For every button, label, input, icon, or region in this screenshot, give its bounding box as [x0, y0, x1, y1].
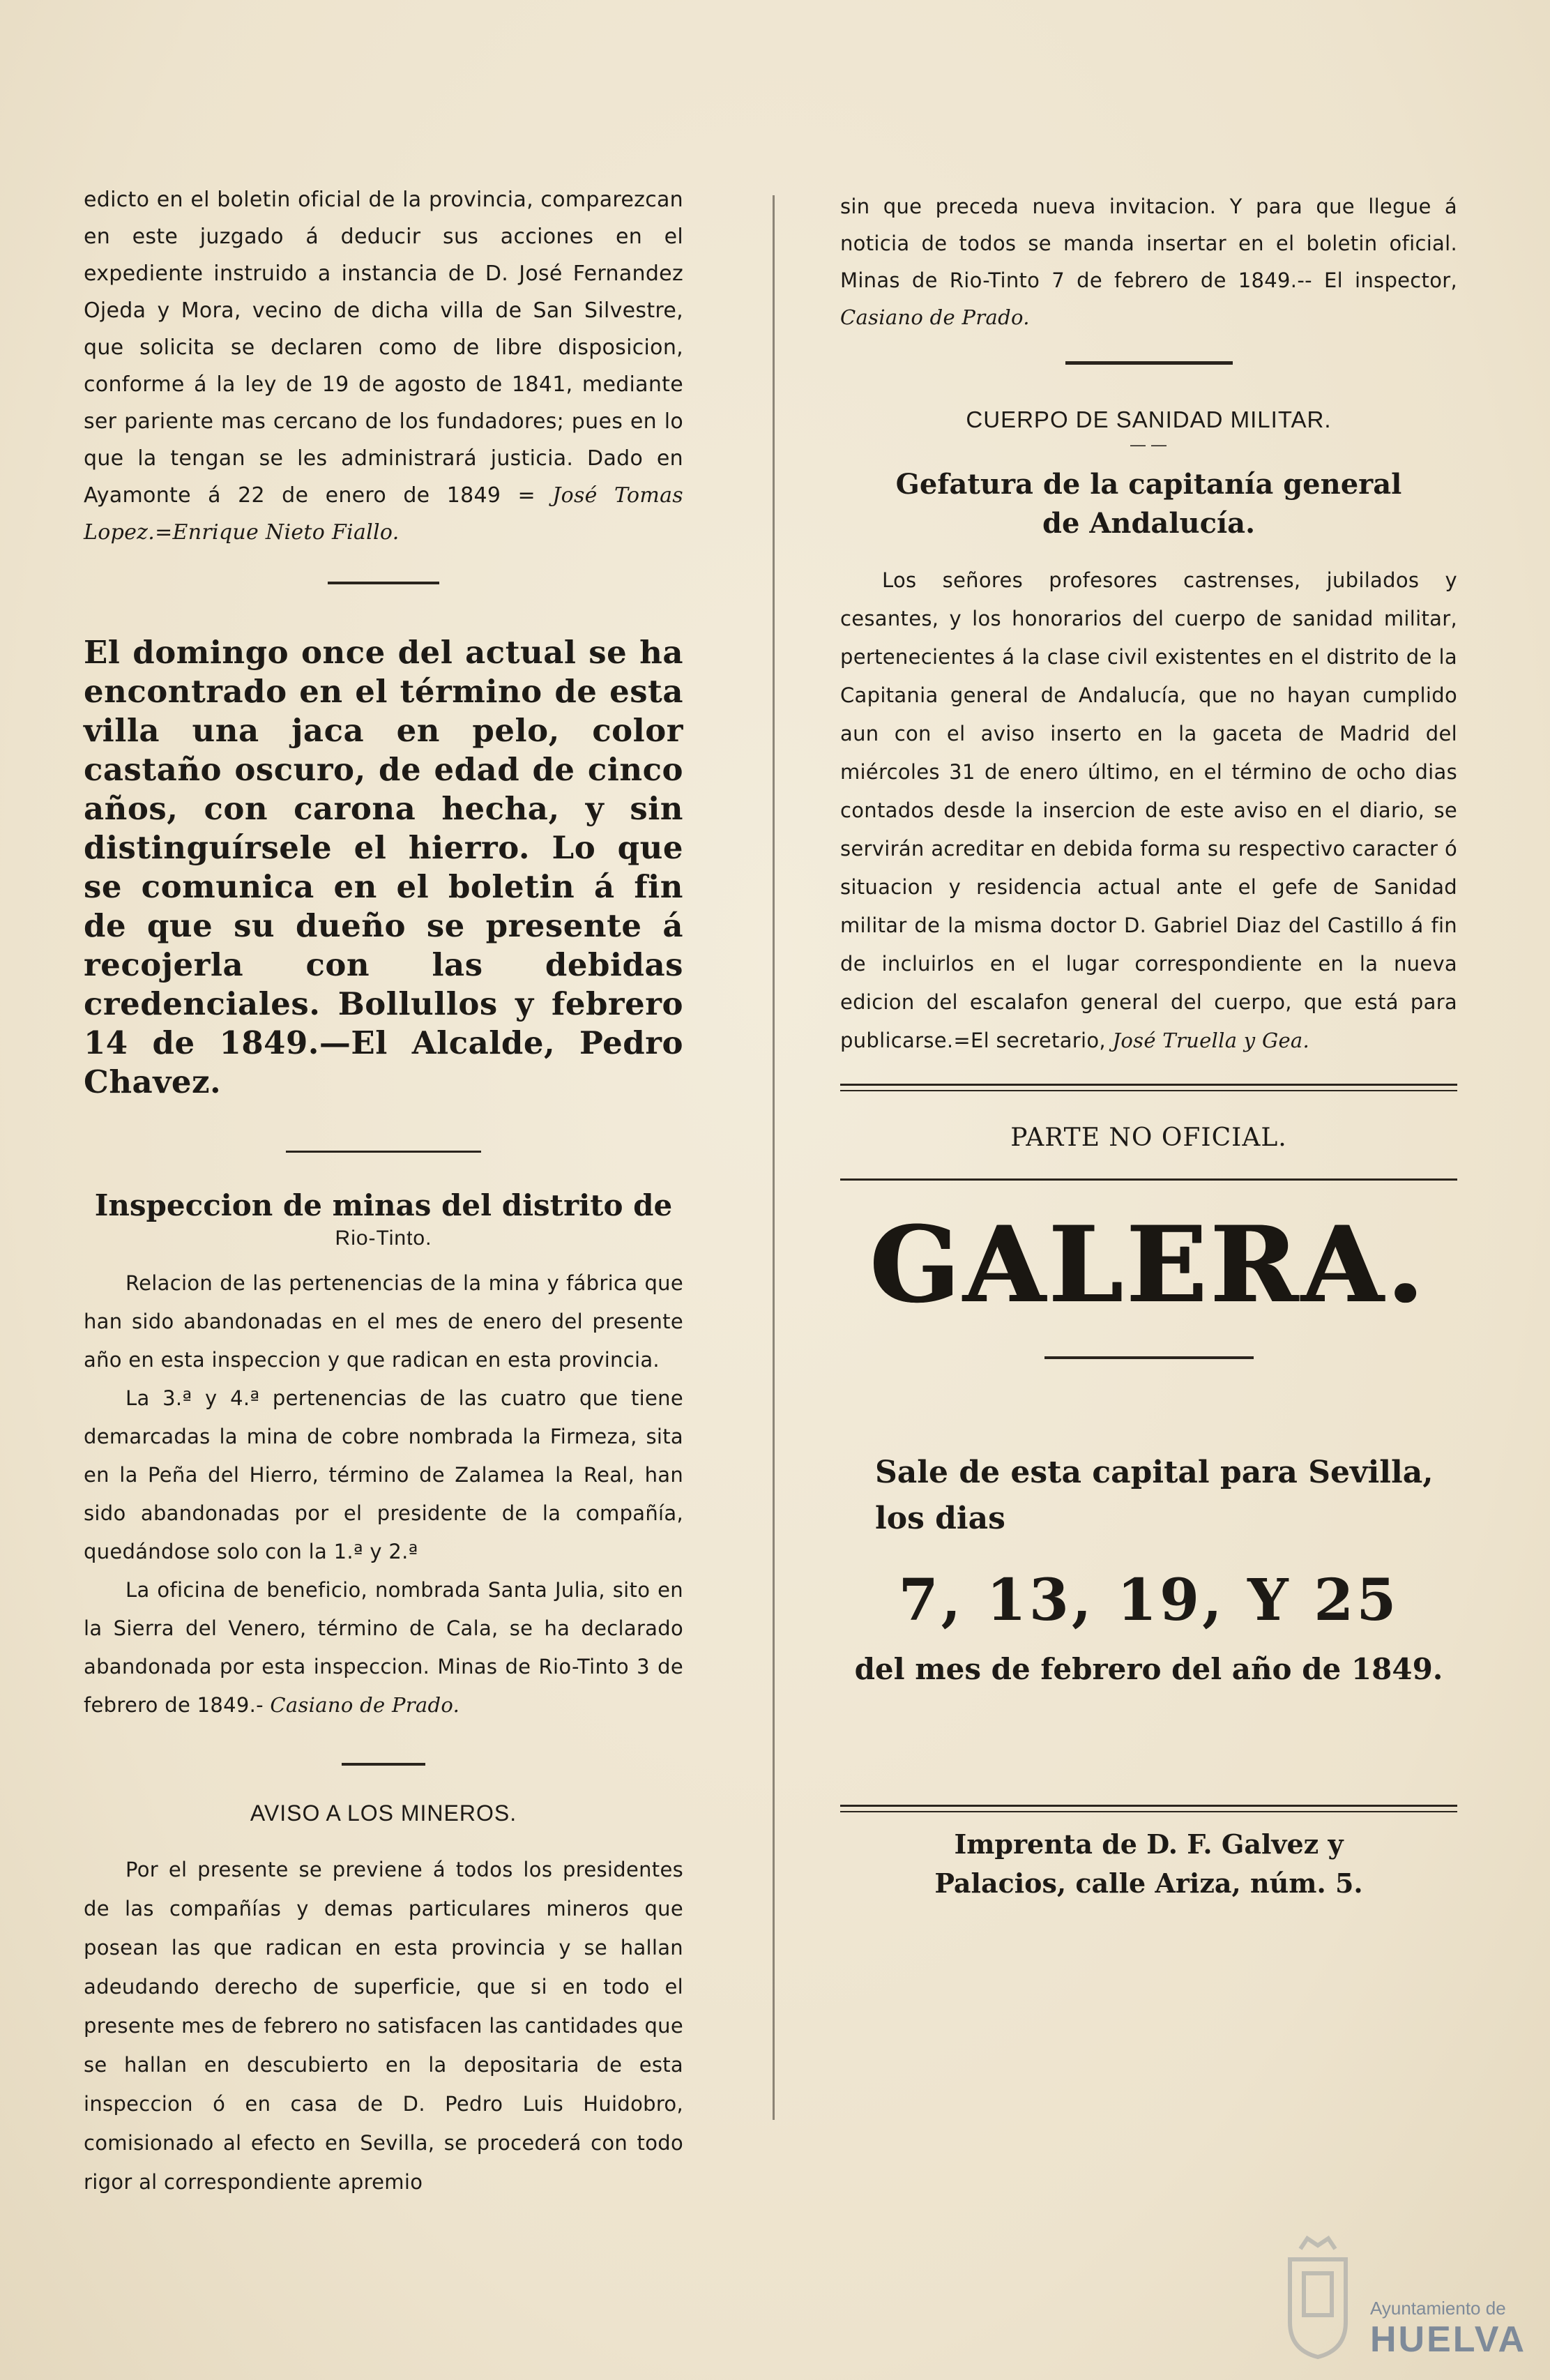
column-divider: [773, 195, 775, 2120]
galera-title: GALERA.: [869, 1204, 1428, 1326]
section-rule: [1065, 361, 1233, 365]
mines-paragraph-3: [84, 1571, 683, 1725]
mines-paragraph-1: Relacion de las pertenencias de la mina y fábrica que han sido abandonadas en el mes de enero del presente año en esta inspeccion y que radican en esta provincia.: [84, 1271, 683, 1372]
galera-dates: 7, 13, 19, Y 25: [898, 1567, 1399, 1634]
watermark-line-1: Ayuntamiento de: [1370, 2298, 1506, 2319]
double-rule: [840, 1805, 1457, 1812]
galera-line-1: Sale de esta capital para Sevilla, los dias: [875, 1455, 1434, 1536]
jefatura-text: Los señores profesores castrenses, jubilados y cesantes, y los honorarios del cuerpo de sanidad militar, pertenecientes á la clase civil existentes en el distrito de la Capitania general de Andalucía, que no hayan cumplido aun con el aviso inserto en la gaceta de Madrid del miércoles 31 de enero último, en el término de ocho dias contados desde la insercion de este aviso en el diario, se servirán acreditar en debida forma su respectivo caracter ó situacion y residencia actual ante el gefe de Sanidad militar de la misma doctor D. Gabriel Diaz del Castillo á fin de incluirlos en el lugar correspondiente en la nueva edicion del escalafon general del cuerpo, que está para publicarse.=El secretario,: [840, 568, 1457, 1052]
mines-text-3: La oficina de beneficio, nombrada Santa Julia, sito en la Sierra del Venero, término de Cala, se ha declarado abandonada por esta inspeccion. Minas de Rio-Tinto 3 de febrero de 1849.-: [84, 1578, 683, 1717]
mines-signature: Casiano de Prado.: [270, 1693, 460, 1717]
right-column: [840, 188, 1457, 1903]
section-rule: [840, 1178, 1457, 1181]
section-rule: [286, 1151, 481, 1153]
double-rule: [840, 1084, 1457, 1091]
miners-heading: AVISO A LOS MINEROS.: [250, 1801, 517, 1826]
miners-paragraph: Por el presente se previene á todos los presidentes de las compañías y demas particulares mineros que posean las que radican en esta provincia y se hallan adeudando derecho de superficie, que si en todo el presente mes de febrero no satisfacen las cantidades que se hallan en descubierto en la depositaria de esta inspeccion ó en casa de D. Pedro Luis Huidobro, comisionado al efecto en Sevilla, se procederá con todo rigor al correspondiente apremio: [84, 1858, 683, 2194]
parte-heading: PARTE NO OFICIAL.: [1010, 1123, 1287, 1152]
jefatura-heading: Gefatura de la capitanía general de Andalucía.: [895, 468, 1402, 540]
left-column: [84, 181, 683, 2201]
continuation-text: sin que preceda nueva invitacion. Y para que llegue á noticia de todos se manda insertar en el boletin oficial. Minas de Rio-Tinto 7 de febrero de 1849.-- El inspector,: [840, 195, 1457, 292]
edict-signature: José Tomas Lopez.=Enrique Nieto Fiallo.: [84, 483, 683, 545]
lost-horse-notice: El domingo once del actual se ha encontrado en el término de esta villa una jaca en pelo, color castaño oscuro, de edad de cinco años, con carona hecha, y sin distinguírsele el hierro. Lo que se comunica en el boletin á fin de que su dueño se presente á recojerla con las debidas credenciales. Bollullos y febrero 14 de 1849.—El Alcalde, Pedro Chavez.: [84, 634, 683, 1100]
mines-subheading: Rio-Tinto.: [335, 1227, 432, 1250]
edict-text: edicto en el boletin oficial de la provincia, comparezcan en este juzgado á deducir sus acciones en el expediente instruido a instancia de D. José Fernandez Ojeda y Mora, vecino de dicha villa de San Silvestre, que solicita se declaren como de libre disposicion, conforme á la ley de 19 de agosto de 1841, mediante ser pariente mas cercano de los fundadores; pues en lo que la tengan se les administrará justicia. Dado en Ayamonte á 22 de enero de 1849 =: [84, 188, 683, 508]
sanidad-mark: — —: [1130, 436, 1168, 453]
jefatura-paragraph: [840, 561, 1457, 1060]
watermark-line-2: HUELVA: [1370, 2319, 1527, 2360]
galera-line-2: del mes de febrero del año de 1849.: [854, 1652, 1443, 1686]
section-rule: [1044, 1356, 1254, 1359]
edict-paragraph: [84, 181, 683, 551]
continuation-signature: Casiano de Prado.: [840, 305, 1030, 329]
section-rule: [328, 582, 439, 584]
sanidad-heading: CUERPO DE SANIDAD MILITAR.: [966, 407, 1332, 432]
mines-paragraph-2: La 3.ª y 4.ª pertenencias de las cuatro que tiene demarcadas la mina de cobre nombrada la Firmeza, sita en la Peña del Hierro, término de Zalamea la Real, han sido abandonadas por el presidente de la compañía, quedándose solo con la 1.ª y 2.ª: [84, 1386, 683, 1563]
jefatura-signature: José Truella y Gea.: [1112, 1029, 1310, 1052]
imprint-line: Imprenta de D. F. Galvez y Palacios, calle Ariza, núm. 5.: [934, 1828, 1363, 1899]
continuation-paragraph: [840, 188, 1457, 336]
mines-heading: Inspeccion de minas del distrito de: [94, 1188, 673, 1222]
section-rule: [342, 1763, 425, 1766]
